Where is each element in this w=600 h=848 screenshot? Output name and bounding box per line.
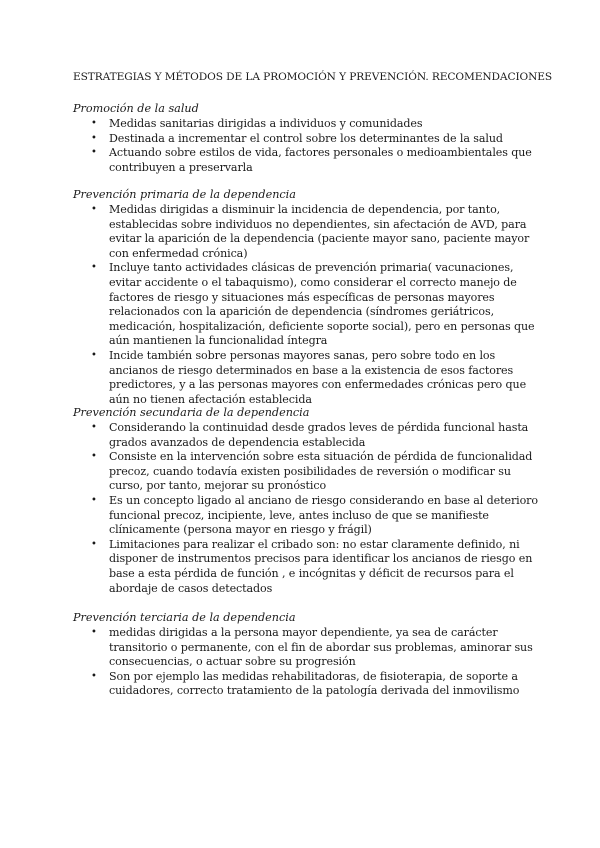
list-item: • Medidas sanitarias dirigidas a individuos y comunidades <box>73 117 543 132</box>
section-prevencion-primaria <box>73 188 543 407</box>
section-heading: Promoción de la salud <box>73 102 199 115</box>
section-prevencion-terciaria <box>73 611 543 699</box>
bullet-list <box>73 421 543 596</box>
list-item: • Incide también sobre personas mayores sanas, pero sobre todo en los ancianos de riesgo determinados en base a la existencia de esos factores predictores, y a las personas mayores con enfermedades crónicas pero que aún no tienen afectación establecida <box>73 349 543 407</box>
list-item: • Es un concepto ligado al anciano de riesgo considerando en base al deterioro funcional precoz, incipiente, leve, antes incluso de que se manifieste clínicamente (persona mayor en riesgo y frágil) <box>73 494 543 538</box>
list-item: • Destinada a incrementar el control sobre los determinantes de la salud <box>73 132 543 147</box>
section-prevencion-secundaria <box>73 406 543 596</box>
section-promocion <box>73 102 543 175</box>
section-heading: Prevención primaria de la dependencia <box>73 188 296 201</box>
list-item: • Actuando sobre estilos de vida, factores personales o medioambientales que contribuyen a preservarla <box>73 146 543 175</box>
list-item: • medidas dirigidas a la persona mayor dependiente, ya sea de carácter transitorio o permanente, con el fin de abordar sus problemas, aminorar sus consecuencias, o actuar sobre su progresión <box>73 626 543 670</box>
list-item: • Considerando la continuidad desde grados leves de pérdida funcional hasta grados avanzados de dependencia establecida <box>73 421 543 450</box>
list-item: • Son por ejemplo las medidas rehabilitadoras, de fisioterapia, de soporte a cuidadores, correcto tratamiento de la patología derivada del inmovilismo <box>73 670 543 699</box>
bullet-list <box>73 203 543 407</box>
list-item: • Consiste en la intervención sobre esta situación de pérdida de funcionalidad precoz, cuando todavía existen posibilidades de reversión o modificar su curso, por tanto, mejorar su pronóstico <box>73 450 543 494</box>
section-heading: Prevención secundaria de la dependencia <box>73 406 310 419</box>
bullet-list <box>73 626 543 699</box>
list-item: • Incluye tanto actividades clásicas de prevención primaria( vacunaciones, evitar accidente o el tabaquismo), como considerar el correcto manejo de factores de riesgo y situaciones más específicas de personas mayores relacionados con la aparición de dependencia (síndromes geriátricos, medicación, hospitalización, deficiente soporte social), pero en personas que aún mantienen la funcionalidad íntegra <box>73 261 543 349</box>
page-title: ESTRATEGIAS Y MÉTODOS DE LA PROMOCIÓN Y PREVENCIÓN. RECOMENDACIONES <box>73 71 553 83</box>
section-heading: Prevención terciaria de la dependencia <box>73 611 296 624</box>
bullet-list <box>73 117 543 175</box>
list-item: • Medidas dirigidas a disminuir la incidencia de dependencia, por tanto, establecidas sobre individuos no dependientes, sin afectación de AVD, para evitar la aparición de la dependencia (paciente mayor sano, paciente mayor con enfermedad crónica) <box>73 203 543 261</box>
list-item: • Limitaciones para realizar el cribado son: no estar claramente definido, ni disponer de instrumentos precisos para identificar los ancianos de riesgo en base a esta pérdida de función , e incógnitas y déficit de recursos para el abordaje de casos detectados <box>73 538 543 596</box>
